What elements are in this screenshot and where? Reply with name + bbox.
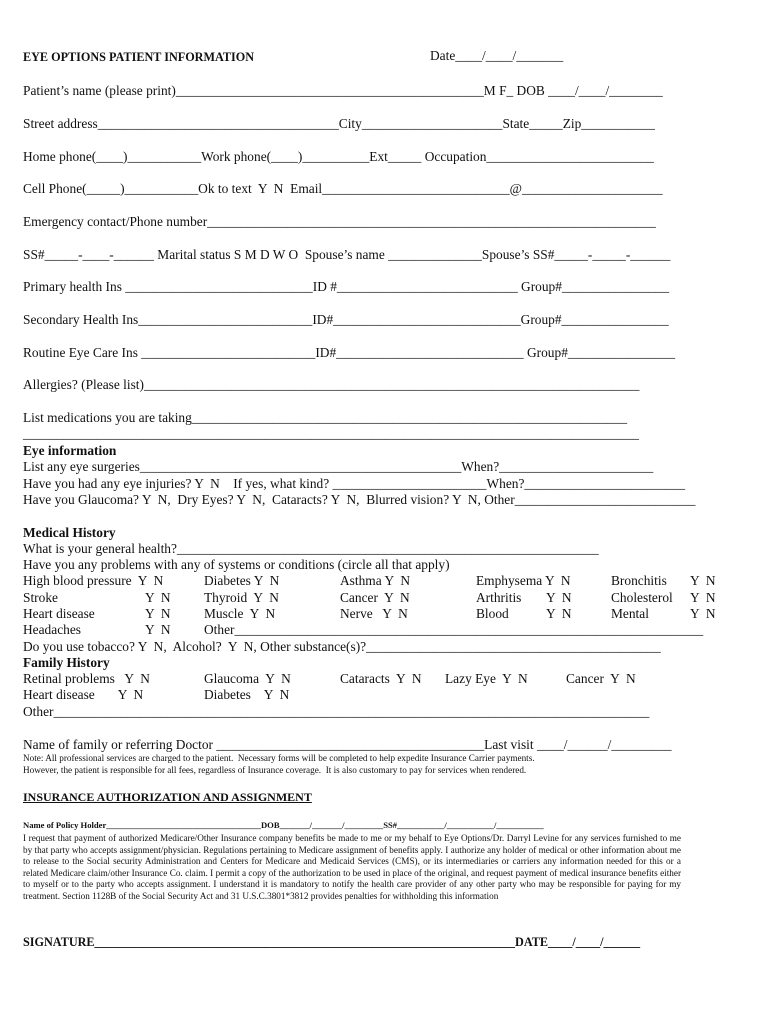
cell-phone-field[interactable]: Cell Phone(_____)___________Ok to text Y N Email____________________________@_____________________ — [23, 181, 663, 196]
condition-headaches-yn[interactable]: Y N — [145, 622, 171, 637]
family-lazy-eye[interactable]: Lazy Eye Y N — [445, 671, 528, 686]
date-field[interactable]: Date____/____/_______ — [430, 48, 564, 63]
conditions-instructions: Have you any problems with any of systems or conditions (circle all that apply) — [23, 557, 450, 572]
signature-field[interactable]: SIGNATURE_____________________________________________________________________DATE____/____/______ — [23, 935, 641, 949]
street-address-field[interactable]: Street address____________________________________City_____________________State_____Zip___________ — [23, 116, 655, 131]
condition-cholesterol-yn[interactable]: Y N — [690, 590, 716, 605]
condition-stroke-yn[interactable]: Y N — [145, 590, 171, 605]
eye-conditions-field[interactable]: Have you Glaucoma? Y N, Dry Eyes? Y N, Cataracts? Y N, Blurred vision? Y N, Other___________________________ — [23, 492, 696, 507]
condition-thyroid[interactable]: Thyroid Y N — [204, 590, 279, 605]
secondary-insurance-field[interactable]: Secondary Health Ins__________________________ID#____________________________Group#________________ — [23, 312, 669, 327]
family-other-field[interactable]: Other_________________________________________________________________________________________ — [23, 704, 650, 719]
condition-heart-disease-yn[interactable]: Y N — [145, 606, 171, 621]
authorization-paragraph: I request that payment of authorized Medicare/Other Insurance company benefits be made to me or my behalf to Eye Options/Dr. Darryl Levine for any services furnished to me by that party who accepts assignment/physician. Regulations pertaining to Medicare assignment of benefits apply. I authorize any holder of medical or other information about me to release to the Social security Administration and Centers for Medicare and Medicaid Services (CMS), or its intermediaries or carriers any information needed for this or a related Medicare claim/other Insurance Co. claim. I permit a copy of the authorization to be used in place of the original, and request payment of medical insurance benefits either to myself or to the party who accepts assignment. I understand it is mandatory to notify the health care provider of any other party who may be responsible for paying for my treatment. Section 1128B of the Social Security Act and 31 U.S.C.3801*3812 provides penalties for withholding this information — [23, 833, 681, 901]
condition-arthritis: Arthritis — [476, 590, 522, 605]
condition-arthritis-yn[interactable]: Y N — [546, 590, 572, 605]
eye-surgeries-field[interactable]: List any eye surgeries________________________________________________When?_______________________ — [23, 459, 654, 474]
condition-headaches: Headaches — [23, 622, 81, 637]
medications-continued-field[interactable]: ____________________________________________________________________________________________ — [23, 426, 639, 441]
condition-bronchitis-yn[interactable]: Y N — [690, 573, 716, 588]
family-diabetes[interactable]: Diabetes Y N — [204, 687, 290, 702]
referring-doctor-field[interactable]: Name of family or referring Doctor ________________________________________Last visit ____/______/_________ — [23, 737, 672, 752]
insurance-authorization-heading: INSURANCE AUTHORIZATION AND ASSIGNMENT — [23, 790, 312, 804]
phone-field[interactable]: Home phone(____)___________Work phone(____)__________Ext_____ Occupation_________________________ — [23, 149, 654, 164]
general-health-field[interactable]: What is your general health?_______________________________________________________________ — [23, 541, 599, 556]
condition-other-field[interactable]: Other______________________________________________________________________ — [204, 622, 704, 637]
eye-info-heading: Eye information — [23, 443, 117, 458]
routine-eye-insurance-field[interactable]: Routine Eye Care Ins __________________________ID#____________________________ Group#________________ — [23, 345, 676, 360]
family-retinal-problems[interactable]: Retinal problems Y N — [23, 671, 150, 686]
condition-emphysema[interactable]: Emphysema Y N — [476, 573, 571, 588]
condition-blood: Blood — [476, 606, 509, 621]
condition-cholesterol: Cholesterol — [611, 590, 673, 605]
family-cancer[interactable]: Cancer Y N — [566, 671, 636, 686]
condition-mental: Mental — [611, 606, 649, 621]
condition-asthma[interactable]: Asthma Y N — [340, 573, 411, 588]
ss-marital-field[interactable]: SS#_____-____-______ Marital status S M D W O Spouse’s name ______________Spouse’s SS#_____-_____-______ — [23, 247, 671, 262]
family-history-heading: Family History — [23, 655, 110, 670]
condition-muscle[interactable]: Muscle Y N — [204, 606, 276, 621]
condition-cancer[interactable]: Cancer Y N — [340, 590, 410, 605]
condition-mental-yn[interactable]: Y N — [690, 606, 716, 621]
form-title: EYE OPTIONS PATIENT INFORMATION — [23, 50, 255, 64]
condition-heart-disease: Heart disease — [23, 606, 95, 621]
medical-history-heading: Medical History — [23, 525, 116, 540]
payment-note-line2: However, the patient is responsible for all fees, regardless of Insurance coverage. It is also customary to pay for services when rendered. — [23, 765, 527, 775]
condition-diabetes[interactable]: Diabetes Y N — [204, 573, 280, 588]
eye-injuries-field[interactable]: Have you had any eye injuries? Y N If yes, what kind? _______________________When?________________________ — [23, 476, 686, 491]
condition-high-blood-pressure[interactable]: High blood pressure Y N — [23, 573, 164, 588]
condition-bronchitis: Bronchitis — [611, 573, 667, 588]
emergency-contact-field[interactable]: Emergency contact/Phone number___________________________________________________________________ — [23, 214, 656, 229]
family-cataracts[interactable]: Cataracts Y N — [340, 671, 422, 686]
condition-nerve[interactable]: Nerve Y N — [340, 606, 408, 621]
allergies-field[interactable]: Allergies? (Please list)__________________________________________________________________________ — [23, 377, 640, 392]
family-glaucoma[interactable]: Glaucoma Y N — [204, 671, 291, 686]
condition-blood-yn[interactable]: Y N — [546, 606, 572, 621]
condition-stroke: Stroke — [23, 590, 58, 605]
medications-field[interactable]: List medications you are taking_________________________________________________________________ — [23, 410, 628, 425]
payment-note-line1: Note: All professional services are charged to the patient. Necessary forms will be completed to help expedite Insurance Carrier payments. — [23, 753, 535, 763]
primary-insurance-field[interactable]: Primary health Ins ____________________________ID #___________________________ Group#________________ — [23, 279, 670, 294]
substance-use-field[interactable]: Do you use tobacco? Y N, Alcohol? Y N, Other substance(s)?____________________________________________ — [23, 639, 661, 654]
family-heart-disease[interactable]: Heart disease Y N — [23, 687, 144, 702]
policy-holder-field[interactable]: Name of Policy Holder____________________________________DOB_______/_______/_________SS#___________/___________/___________ — [23, 820, 544, 830]
patient-name-field[interactable]: Patient’s name (please print)______________________________________________M F_ DOB ____/____/________ — [23, 83, 663, 98]
